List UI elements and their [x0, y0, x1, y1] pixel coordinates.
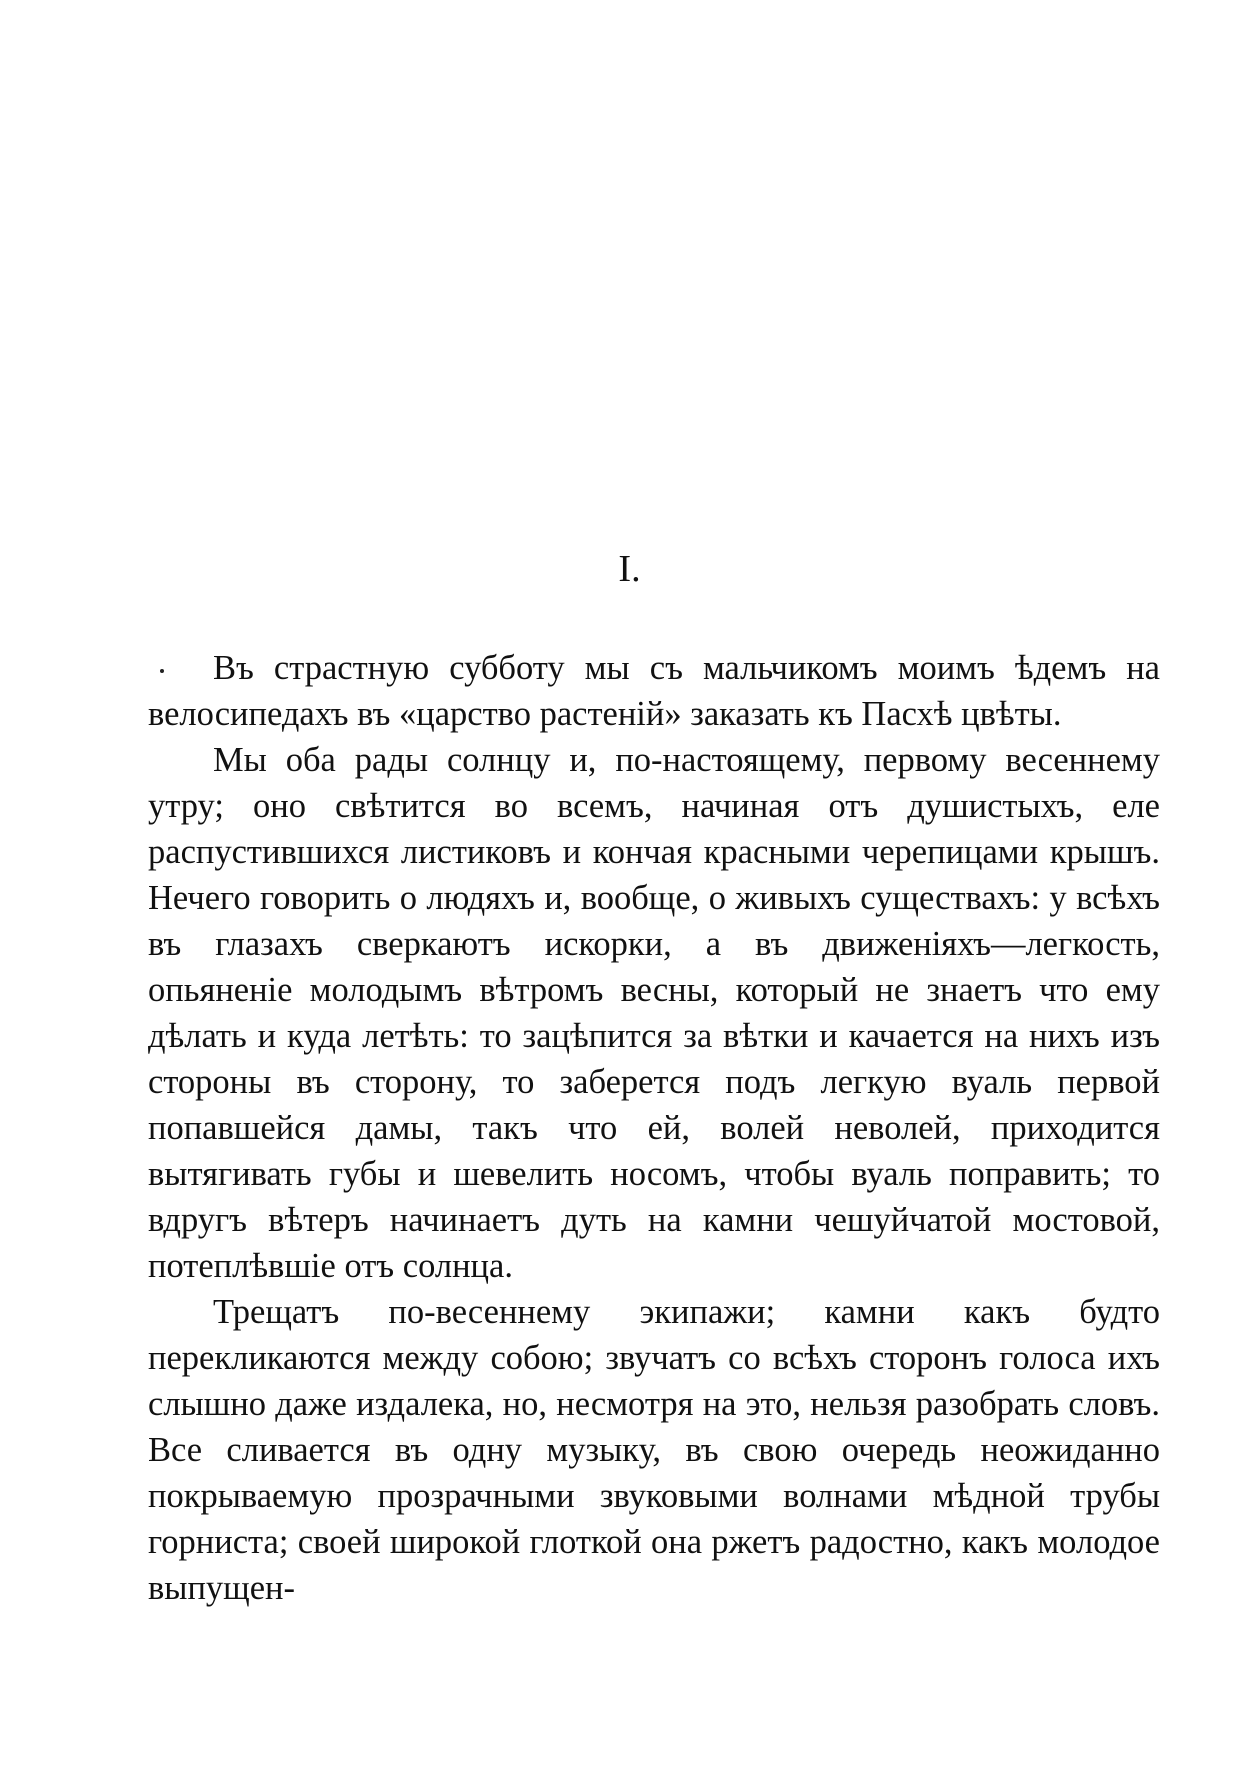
chapter-number: I.: [618, 548, 641, 590]
body-text: [148, 645, 1160, 1611]
paragraph: Въ страстную субботу мы съ мальчикомъ моимъ ѣдемъ на велосипедахъ въ «царство растеній» заказать къ Пасхѣ цвѣты.: [148, 649, 1160, 733]
paragraph: Мы оба рады солнцу и, по-настоящему, первому весеннему утру; оно свѣтится во всемъ, начиная отъ душистыхъ, еле распустившихся листиковъ и кончая красными черепицами крышъ. Нечего говорить о людяхъ и, вообще, о живыхъ существахъ: у всѣхъ въ глазахъ сверкаютъ искорки, а въ движеніяхъ—легкость, опьяненіе молодымъ вѣтромъ весны, который не знаетъ что ему дѣлать и куда летѣть: то зацѣпится за вѣтки и качается на нихъ изъ стороны въ сторону, то заберется подъ легкую вуаль первой попавшейся дамы, такъ что ей, волей неволей, приходится вытягивать губы и шевелить носомъ, чтобы вуаль поправить; то вдругъ вѣтеръ начинаетъ дуть на камни чешуйчатой мостовой, потеплѣвшіе отъ солнца.: [148, 741, 1160, 1285]
paragraph: Трещатъ по-весеннему экипажи; камни какъ будто перекликаются между собою; звучатъ со всѣхъ сторонъ голоса ихъ слышно даже издалека, но, несмотря на это, нельзя разобрать словъ. Все сливается въ одну музыку, въ свою очередь неожиданно покрываемую прозрачными звуковыми волнами мѣдной трубы горниста; своей широкой глоткой она ржетъ радостно, какъ молодое выпущен-: [148, 1293, 1160, 1607]
